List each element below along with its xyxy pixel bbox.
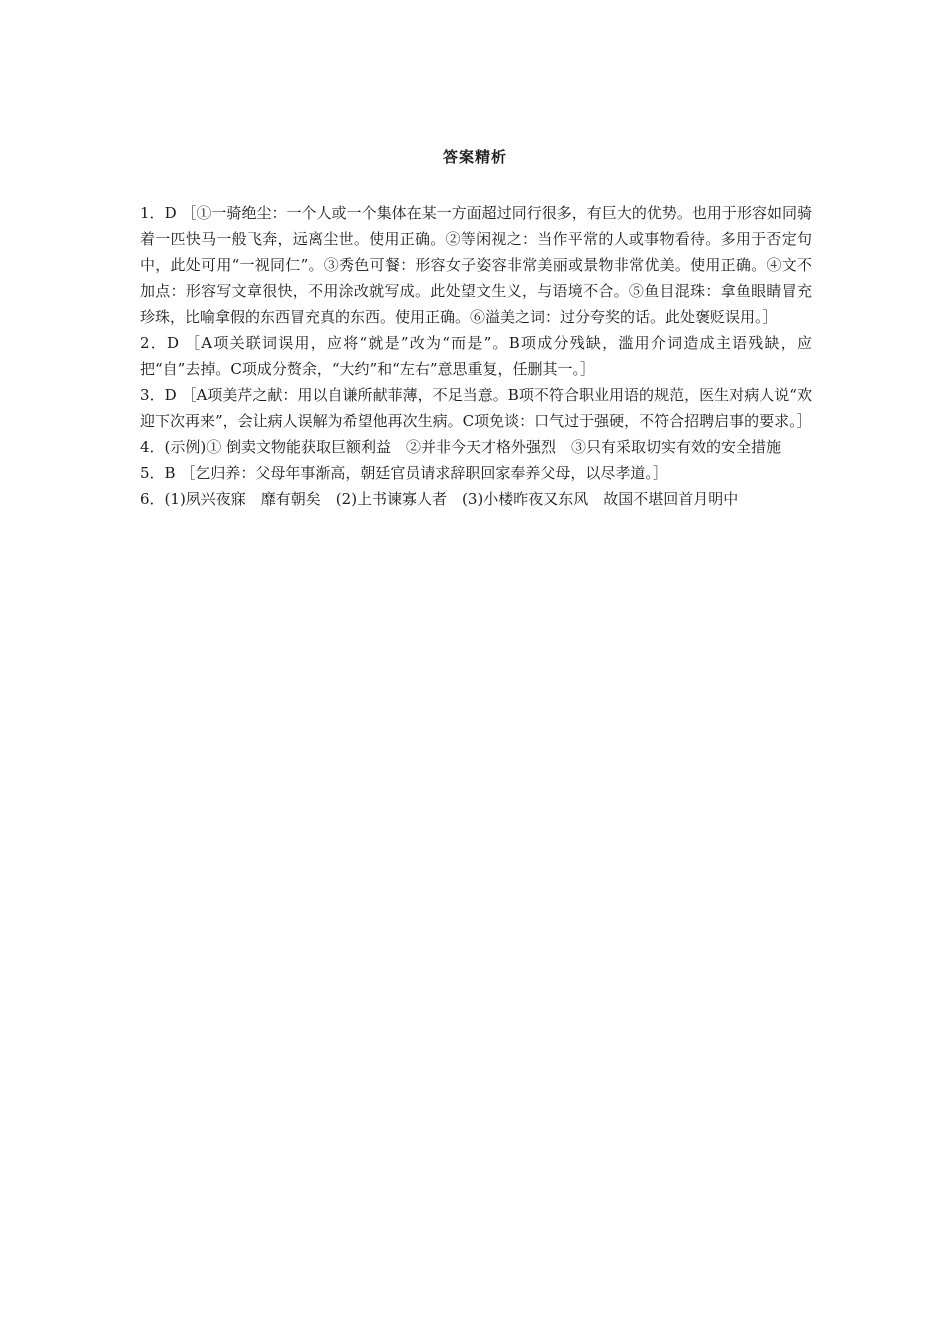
answer-item-1: 1．D ［①一骑绝尘：一个人或一个集体在某一方面超过同行很多，有巨大的优势。也用于形容如同骑着一匹快马一般飞奔，远离尘世。使用正确。②等闲视之：当作平常的人或事物看待。多用于否定句中，此处可用“一视同仁”。③秀色可餐：形容女子姿容非常美丽或景物非常优美。使用正确。④文不加点：形容写文章很快，不用涂改就写成。此处望文生义，与语境不合。⑤鱼目混珠：拿鱼眼睛冒充珍珠，比喻拿假的东西冒充真的东西。使用正确。⑥溢美之词：过分夸奖的话。此处褒贬误用。］	[140, 204, 812, 326]
answer-item-2: 2．D ［A项关联词误用，应将“就是”改为“而是”。B项成分残缺，滥用介词造成主语残缺，应把“自”去掉。C项成分赘余，“大约”和“左右”意思重复，任删其一。］	[140, 334, 812, 378]
answer-item-3: 3．D ［A项美芹之献：用以自谦所献菲薄，不足当意。B项不符合职业用语的规范，医生对病人说“欢迎下次再来”，会让病人误解为希望他再次生病。C项免谈：口气过于强硬，不符合招聘启事的要求。］	[140, 386, 812, 430]
answer-list	[140, 200, 812, 512]
answer-item-5: 5．B ［乞归养：父母年事渐高，朝廷官员请求辞职回家奉养父母，以尽孝道。］	[140, 464, 668, 482]
answer-item-4: 4．(示例)① 倒卖文物能获取巨额利益 ②并非今天才格外强烈 ③只有采取切实有效的安全措施	[140, 438, 782, 456]
page-title: 答案精析	[442, 148, 507, 166]
answer-item-6: 6．(1)夙兴夜寐 靡有朝矣 (2)上书谏寡人者 (3)小楼昨夜又东风 故国不堪回首月明中	[140, 490, 739, 508]
